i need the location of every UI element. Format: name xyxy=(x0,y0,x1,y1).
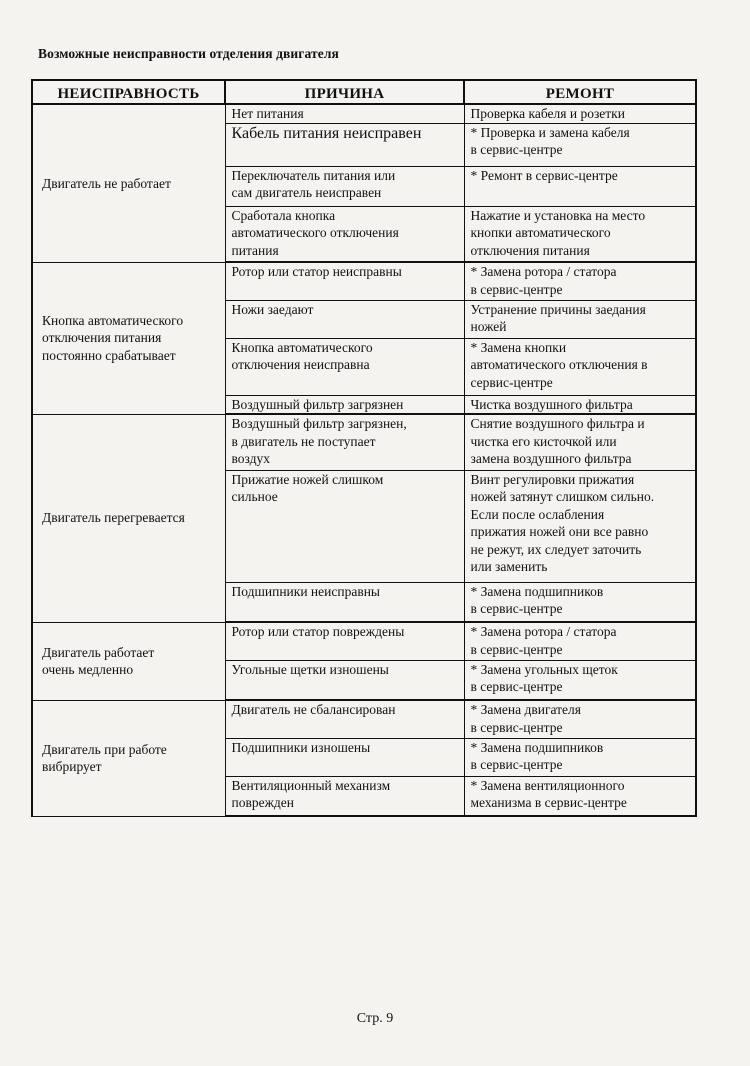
fix-cell: * Замена двигателя в сервис-центре xyxy=(464,700,696,738)
table-row xyxy=(32,700,696,738)
cause-cell: Кабель питания неисправен xyxy=(225,123,464,166)
problem-cell: Двигатель не работает xyxy=(32,104,225,262)
fix-cell: * Замена кнопки автоматического отключения в сервис-центре xyxy=(464,338,696,395)
cause-cell: Кнопка автоматического отключения неисправна xyxy=(225,338,464,395)
problem-cell: Двигатель при работе вибрирует xyxy=(32,700,225,816)
fix-cell: Устранение причины заедания ножей xyxy=(464,300,696,338)
fix-cell: * Замена ротора / статора в сервис-центре xyxy=(464,262,696,300)
fix-cell: Нажатие и установка на место кнопки автоматического отключения питания xyxy=(464,206,696,262)
problem-cell: Кнопка автоматического отключения питания постоянно срабатывает xyxy=(32,262,225,414)
header-problem: НЕИСПРАВНОСТЬ xyxy=(32,80,225,104)
table-row xyxy=(32,414,696,470)
cause-cell: Подшипники неисправны xyxy=(225,582,464,622)
header-cause: ПРИЧИНА xyxy=(225,80,464,104)
cause-cell: Воздушный фильтр загрязнен, в двигатель не поступает воздух xyxy=(225,414,464,470)
cause-cell: Переключатель питания или сам двигатель неисправен xyxy=(225,166,464,206)
problem-cell: Двигатель работает очень медленно xyxy=(32,622,225,700)
fix-cell: * Ремонт в сервис-центре xyxy=(464,166,696,206)
cause-cell: Ротор или статор повреждены xyxy=(225,622,464,660)
fix-cell: * Проверка и замена кабеля в сервис-центре xyxy=(464,123,696,166)
header-fix: РЕМОНТ xyxy=(464,80,696,104)
fix-cell: * Замена подшипников в сервис-центре xyxy=(464,582,696,622)
fix-cell: * Замена вентиляционного механизма в сервис-центре xyxy=(464,776,696,816)
fix-cell: Винт регулировки прижатия ножей затянут слишком сильно. Если после ослабления прижатия ножей они все равно не режут, их следует заточить или заменить xyxy=(464,470,696,582)
cause-cell: Воздушный фильтр загрязнен xyxy=(225,395,464,414)
cause-cell: Двигатель не сбалансирован xyxy=(225,700,464,738)
table-row xyxy=(32,262,696,300)
fix-cell: Чистка воздушного фильтра xyxy=(464,395,696,414)
cause-cell: Подшипники изношены xyxy=(225,738,464,776)
cause-cell: Прижатие ножей слишком сильное xyxy=(225,470,464,582)
fix-cell: * Замена ротора / статора в сервис-центре xyxy=(464,622,696,660)
cause-cell: Сработала кнопка автоматического отключения питания xyxy=(225,206,464,262)
cause-cell: Вентиляционный механизм поврежден xyxy=(225,776,464,816)
fix-cell: Проверка кабеля и розетки xyxy=(464,104,696,123)
cause-cell: Угольные щетки изношены xyxy=(225,660,464,700)
fix-cell: Снятие воздушного фильтра и чистка его кисточкой или замена воздушного фильтра xyxy=(464,414,696,470)
cause-cell: Ножи заедают xyxy=(225,300,464,338)
table-body xyxy=(32,104,696,816)
fault-table xyxy=(31,79,697,817)
cause-cell: Ротор или статор неисправны xyxy=(225,262,464,300)
table-header-row xyxy=(32,80,696,104)
table-row xyxy=(32,622,696,660)
problem-cell: Двигатель перегревается xyxy=(32,414,225,622)
page-title: Возможные неисправности отделения двигателя xyxy=(38,46,339,61)
fix-cell: * Замена угольных щеток в сервис-центре xyxy=(464,660,696,700)
fix-cell: * Замена подшипников в сервис-центре xyxy=(464,738,696,776)
table-row xyxy=(32,104,696,123)
page-number: Стр. 9 xyxy=(356,1011,394,1026)
cause-cell: Нет питания xyxy=(225,104,464,123)
